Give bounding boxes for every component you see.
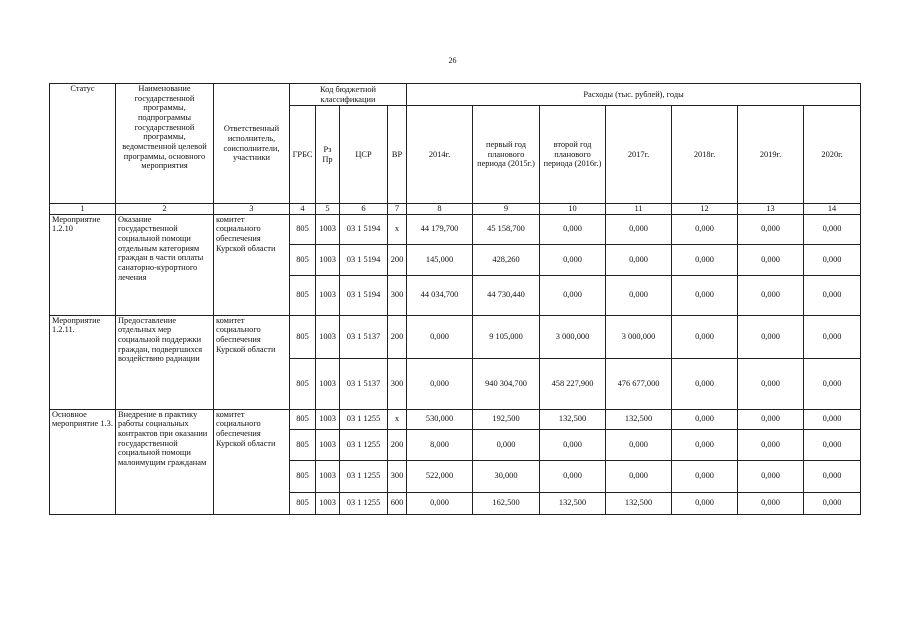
name-cell: Предоставление отдельных мер социальной поддержки граждан, подвергшихся воздействию радиации [116, 315, 214, 409]
value-2017: 0,000 [606, 429, 672, 460]
column-number: 10 [540, 204, 606, 215]
value-2019: 0,000 [738, 214, 804, 244]
value-2017: 132,500 [606, 492, 672, 514]
grbs-cell: 805 [290, 214, 316, 244]
header-2015: первый год планового периода (2015г.) [473, 106, 540, 204]
value-2017: 476 677,000 [606, 358, 672, 409]
csr-cell: 03 1 5194 [340, 275, 388, 315]
value-2015: 192,500 [473, 409, 540, 429]
table-row [50, 315, 861, 358]
value-2018: 0,000 [672, 358, 738, 409]
grbs-cell: 805 [290, 460, 316, 492]
grbs-cell: 805 [290, 275, 316, 315]
value-2015: 30,000 [473, 460, 540, 492]
column-number: 7 [388, 204, 407, 215]
rzpr-cell: 1003 [316, 315, 340, 358]
value-2019: 0,000 [738, 315, 804, 358]
value-2017: 0,000 [606, 244, 672, 275]
value-2018: 0,000 [672, 492, 738, 514]
csr-cell: 03 1 1255 [340, 409, 388, 429]
value-2017: 3 000,000 [606, 315, 672, 358]
column-number: 11 [606, 204, 672, 215]
header-status: Статус [50, 84, 116, 204]
rzpr-cell: 1003 [316, 214, 340, 244]
csr-cell: 03 1 1255 [340, 429, 388, 460]
header-rzpr: Рз Пр [316, 106, 340, 204]
value-2014: 530,000 [407, 409, 473, 429]
value-2016: 0,000 [540, 460, 606, 492]
value-2014: 522,000 [407, 460, 473, 492]
grbs-cell: 805 [290, 492, 316, 514]
column-number: 14 [804, 204, 861, 215]
header-2018: 2018г. [672, 106, 738, 204]
vr-cell: 200 [388, 429, 407, 460]
header-grbs: ГРБС [290, 106, 316, 204]
budget-table [49, 83, 861, 515]
column-number: 4 [290, 204, 316, 215]
rzpr-cell: 1003 [316, 244, 340, 275]
rzpr-cell: 1003 [316, 429, 340, 460]
vr-cell: 300 [388, 358, 407, 409]
grbs-cell: 805 [290, 409, 316, 429]
value-2016: 0,000 [540, 244, 606, 275]
value-2016: 132,500 [540, 409, 606, 429]
value-2017: 0,000 [606, 214, 672, 244]
grbs-cell: 805 [290, 429, 316, 460]
header-2017: 2017г. [606, 106, 672, 204]
vr-cell: х [388, 409, 407, 429]
responsible-cell: комитет социального обеспечения Курской области [214, 409, 290, 514]
value-2015: 428,260 [473, 244, 540, 275]
value-2020: 0,000 [804, 409, 861, 429]
responsible-cell: комитет социального обеспечения Курской области [214, 214, 290, 315]
value-2014: 0,000 [407, 492, 473, 514]
value-2018: 0,000 [672, 429, 738, 460]
grbs-cell: 805 [290, 315, 316, 358]
rzpr-cell: 1003 [316, 275, 340, 315]
header-2020: 2020г. [804, 106, 861, 204]
csr-cell: 03 1 1255 [340, 460, 388, 492]
value-2014: 145,000 [407, 244, 473, 275]
header-name: Наименование государственной программы, подпрограммы государственной программы, ведомственной целевой программы, основного мероприятия [116, 84, 214, 204]
column-number: 8 [407, 204, 473, 215]
column-number: 9 [473, 204, 540, 215]
value-2020: 0,000 [804, 429, 861, 460]
value-2014: 44 034,700 [407, 275, 473, 315]
value-2017: 0,000 [606, 460, 672, 492]
value-2018: 0,000 [672, 275, 738, 315]
value-2018: 0,000 [672, 315, 738, 358]
value-2019: 0,000 [738, 460, 804, 492]
column-number: 3 [214, 204, 290, 215]
value-2018: 0,000 [672, 244, 738, 275]
status-cell: Мероприятие 1.2.11. [50, 315, 116, 409]
value-2017: 132,500 [606, 409, 672, 429]
header-vr: ВР [388, 106, 407, 204]
vr-cell: 300 [388, 460, 407, 492]
table-row [50, 409, 861, 429]
name-cell: Оказание государственной социальной помощи отдельным категориям граждан в части оплаты санаторно-курортного лечения [116, 214, 214, 315]
header-csr: ЦСР [340, 106, 388, 204]
header-2016: второй год планового периода (2016г.) [540, 106, 606, 204]
name-cell: Внедрение в практику работы социальных контрактов при оказании государственной социальной помощи малоимущим гражданам [116, 409, 214, 514]
rzpr-cell: 1003 [316, 460, 340, 492]
rzpr-cell: 1003 [316, 492, 340, 514]
value-2017: 0,000 [606, 275, 672, 315]
value-2020: 0,000 [804, 214, 861, 244]
value-2020: 0,000 [804, 492, 861, 514]
header-budget-code: Код бюджетной классификации [290, 84, 407, 106]
value-2020: 0,000 [804, 244, 861, 275]
value-2016: 0,000 [540, 275, 606, 315]
value-2014: 0,000 [407, 358, 473, 409]
csr-cell: 03 1 5137 [340, 358, 388, 409]
value-2019: 0,000 [738, 409, 804, 429]
header-expenses: Расходы (тыс. рублей), годы [407, 84, 861, 106]
value-2018: 0,000 [672, 409, 738, 429]
vr-cell: 300 [388, 275, 407, 315]
value-2015: 0,000 [473, 429, 540, 460]
column-number: 12 [672, 204, 738, 215]
value-2015: 940 304,700 [473, 358, 540, 409]
value-2018: 0,000 [672, 460, 738, 492]
grbs-cell: 805 [290, 244, 316, 275]
status-cell: Мероприятие 1.2.10 [50, 214, 116, 315]
csr-cell: 03 1 5137 [340, 315, 388, 358]
column-number: 5 [316, 204, 340, 215]
table-row [50, 214, 861, 244]
value-2015: 9 105,000 [473, 315, 540, 358]
column-number: 6 [340, 204, 388, 215]
value-2016: 0,000 [540, 214, 606, 244]
value-2020: 0,000 [804, 275, 861, 315]
column-number: 13 [738, 204, 804, 215]
value-2016: 3 000,000 [540, 315, 606, 358]
vr-cell: 200 [388, 315, 407, 358]
value-2015: 162,500 [473, 492, 540, 514]
header-2014: 2014г. [407, 106, 473, 204]
value-2016: 0,000 [540, 429, 606, 460]
value-2019: 0,000 [738, 492, 804, 514]
column-number-row [50, 204, 861, 215]
value-2019: 0,000 [738, 429, 804, 460]
value-2019: 0,000 [738, 244, 804, 275]
grbs-cell: 805 [290, 358, 316, 409]
value-2019: 0,000 [738, 358, 804, 409]
value-2016: 458 227,900 [540, 358, 606, 409]
rzpr-cell: 1003 [316, 409, 340, 429]
vr-cell: 600 [388, 492, 407, 514]
status-cell: Основное мероприятие 1.3. [50, 409, 116, 514]
header-2019: 2019г. [738, 106, 804, 204]
value-2014: 0,000 [407, 315, 473, 358]
csr-cell: 03 1 1255 [340, 492, 388, 514]
value-2014: 44 179,700 [407, 214, 473, 244]
value-2019: 0,000 [738, 275, 804, 315]
responsible-cell: комитет социального обеспечения Курской области [214, 315, 290, 409]
page-number: 26 [448, 56, 457, 65]
csr-cell: 03 1 5194 [340, 244, 388, 275]
column-number: 1 [50, 204, 116, 215]
value-2015: 45 158,700 [473, 214, 540, 244]
rzpr-cell: 1003 [316, 358, 340, 409]
value-2018: 0,000 [672, 214, 738, 244]
header-row-1 [50, 84, 861, 106]
value-2014: 8,000 [407, 429, 473, 460]
value-2020: 0,000 [804, 358, 861, 409]
column-number: 2 [116, 204, 214, 215]
value-2020: 0,000 [804, 460, 861, 492]
csr-cell: 03 1 5194 [340, 214, 388, 244]
value-2016: 132,500 [540, 492, 606, 514]
header-responsible: Ответственный исполнитель, соисполнители, участники [214, 84, 290, 204]
vr-cell: х [388, 214, 407, 244]
vr-cell: 200 [388, 244, 407, 275]
value-2015: 44 730,440 [473, 275, 540, 315]
value-2020: 0,000 [804, 315, 861, 358]
